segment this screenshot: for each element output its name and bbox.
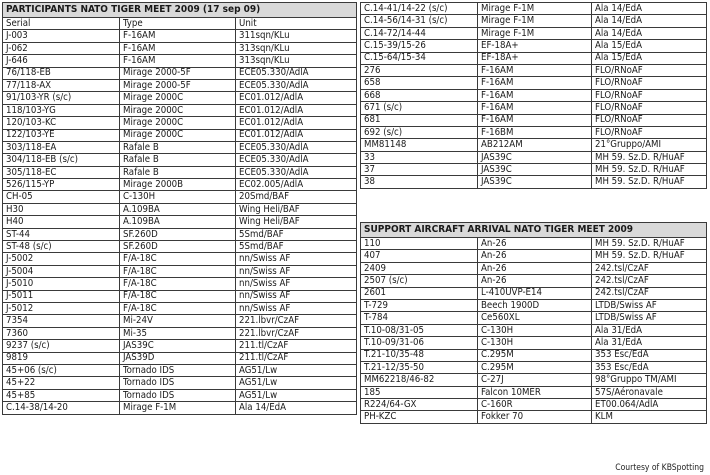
unit-cell: nn/Swiss AF [236, 302, 357, 314]
unit-cell: Wing Heli/BAF [236, 216, 357, 228]
serial-cell: 7354 [3, 315, 120, 327]
serial-cell: 304/118-EB (s/c) [3, 154, 120, 166]
unit-cell: LTDB/Swiss AF [592, 299, 707, 311]
unit-cell: AG51/Lw [236, 389, 357, 401]
serial-cell: T.10-09/31-06 [361, 337, 478, 349]
unit-cell: 21°Gruppo/AMI [592, 139, 707, 151]
serial-cell: MM62218/46-82 [361, 374, 478, 386]
unit-cell: ECE05.330/AdlA [236, 79, 357, 91]
serial-cell: J-5004 [3, 265, 120, 277]
serial-cell: 45+22 [3, 377, 120, 389]
table-row [3, 42, 357, 54]
serial-cell: 91/103-YR (s/c) [3, 92, 120, 104]
unit-cell: 242.tsl/CzAF [592, 287, 707, 299]
serial-cell: J-5011 [3, 290, 120, 302]
serial-cell: ST-48 (s/c) [3, 241, 120, 253]
serial-cell: C.14-38/14-20 [3, 402, 120, 414]
type-cell: SF.260D [120, 241, 236, 253]
table-row [361, 374, 707, 386]
participants-header-row [3, 18, 357, 30]
unit-cell: LTDB/Swiss AF [592, 312, 707, 324]
type-cell: JAS39C [120, 340, 236, 352]
type-cell: Tornado IDS [120, 389, 236, 401]
table-row [361, 102, 707, 114]
type-cell: F-16BM [478, 126, 592, 138]
table-row [361, 52, 707, 64]
unit-cell: MH 59. Sz.D. R/HuAF [592, 238, 707, 250]
unit-cell: FLO/RNoAF [592, 89, 707, 101]
serial-cell: 303/118-EA [3, 141, 120, 153]
unit-cell: 20Smd/BAF [236, 191, 357, 203]
unit-cell: Ala 14/EdA [592, 15, 707, 27]
unit-cell: EC01.012/AdlA [236, 129, 357, 141]
type-cell: Mirage 2000C [120, 92, 236, 104]
type-cell: AB212AM [478, 139, 592, 151]
table-row [361, 40, 707, 52]
unit-cell: FLO/RNoAF [592, 102, 707, 114]
table-row [3, 129, 357, 141]
serial-cell: 276 [361, 64, 478, 76]
table-row [361, 361, 707, 373]
unit-cell: 311sqn/KLu [236, 30, 357, 42]
serial-cell: T.21-12/35-50 [361, 361, 478, 373]
table-row [361, 250, 707, 262]
serial-cell: 118/103-YG [3, 104, 120, 116]
unit-cell: AG51/Lw [236, 377, 357, 389]
type-cell: Mirage F-1M [478, 3, 592, 15]
unit-cell: 313sqn/KLu [236, 42, 357, 54]
unit-cell: EC01.012/AdlA [236, 104, 357, 116]
type-cell: Tornado IDS [120, 377, 236, 389]
unit-cell: nn/Swiss AF [236, 290, 357, 302]
type-cell: C-130H [120, 191, 236, 203]
type-cell: Rafale B [120, 154, 236, 166]
unit-cell: 313sqn/KLu [236, 55, 357, 67]
type-cell: Falcon 10MER [478, 386, 592, 398]
type-cell: Mirage 2000-5F [120, 79, 236, 91]
serial-cell: 122/103-YE [3, 129, 120, 141]
unit-cell: Ala 31/EdA [592, 337, 707, 349]
type-cell: EF-18A+ [478, 40, 592, 52]
table-row [361, 164, 707, 176]
serial-cell: 692 (s/c) [361, 126, 478, 138]
header-unit: Unit [236, 18, 357, 30]
unit-cell: EC01.012/AdlA [236, 117, 357, 129]
support-title: SUPPORT AIRCRAFT ARRIVAL NATO TIGER MEET 2009 [361, 223, 707, 238]
unit-cell: EC02.005/AdlA [236, 179, 357, 191]
serial-cell: 2601 [361, 287, 478, 299]
support-title-row [361, 223, 707, 238]
serial-cell: J-062 [3, 42, 120, 54]
unit-cell: 242.tsl/CzAF [592, 262, 707, 274]
participants-body [3, 30, 357, 414]
unit-cell: Ala 15/EdA [592, 40, 707, 52]
unit-cell: 353 Esc/EdA [592, 349, 707, 361]
participants-table [2, 2, 357, 415]
participants-continued-table [360, 2, 707, 189]
table-row [3, 179, 357, 191]
serial-cell: 110 [361, 238, 478, 250]
unit-cell: 353 Esc/EdA [592, 361, 707, 373]
type-cell: Mirage 2000C [120, 104, 236, 116]
unit-cell: ECE05.330/AdlA [236, 141, 357, 153]
unit-cell: 211.tl/CzAF [236, 352, 357, 364]
table-row [361, 114, 707, 126]
type-cell: C-130H [478, 337, 592, 349]
type-cell: F/A-18C [120, 290, 236, 302]
type-cell: L-410UVP-E14 [478, 287, 592, 299]
type-cell: F/A-18C [120, 278, 236, 290]
serial-cell: H30 [3, 203, 120, 215]
table-row [3, 389, 357, 401]
type-cell: F-16AM [120, 55, 236, 67]
serial-cell: T.10-08/31-05 [361, 324, 478, 336]
unit-cell: MH 59. Sz.D. R/HuAF [592, 151, 707, 163]
type-cell: Rafale B [120, 141, 236, 153]
unit-cell: 221.lbvr/CzAF [236, 327, 357, 339]
type-cell: C-130H [478, 324, 592, 336]
unit-cell: FLO/RNoAF [592, 114, 707, 126]
type-cell: Mi-24V [120, 315, 236, 327]
serial-cell: 9237 (s/c) [3, 340, 120, 352]
support-table [360, 222, 707, 424]
type-cell: F-16AM [478, 114, 592, 126]
table-row [3, 352, 357, 364]
unit-cell: nn/Swiss AF [236, 253, 357, 265]
serial-cell: 668 [361, 89, 478, 101]
type-cell: Rafale B [120, 166, 236, 178]
serial-cell: PH-KZC [361, 411, 478, 423]
type-cell: F-16AM [478, 89, 592, 101]
serial-cell: T-729 [361, 299, 478, 311]
table-row [361, 15, 707, 27]
table-row [3, 166, 357, 178]
serial-cell: T.21-10/35-48 [361, 349, 478, 361]
table-row [361, 3, 707, 15]
serial-cell: J-5012 [3, 302, 120, 314]
serial-cell: C.15-64/15-34 [361, 52, 478, 64]
serial-cell: 45+85 [3, 389, 120, 401]
type-cell: Tornado IDS [120, 364, 236, 376]
table-row [3, 364, 357, 376]
table-row [3, 203, 357, 215]
table-row [3, 290, 357, 302]
unit-cell: FLO/RNoAF [592, 77, 707, 89]
support-body [361, 238, 707, 424]
table-row [361, 399, 707, 411]
table-row [3, 117, 357, 129]
table-row [3, 265, 357, 277]
serial-cell: 305/118-EC [3, 166, 120, 178]
type-cell: F/A-18C [120, 253, 236, 265]
unit-cell: Wing Heli/BAF [236, 203, 357, 215]
table-row [361, 275, 707, 287]
unit-cell: ECE05.330/AdlA [236, 67, 357, 79]
type-cell: SF.260D [120, 228, 236, 240]
unit-cell: KLM [592, 411, 707, 423]
type-cell: A.109BA [120, 203, 236, 215]
unit-cell: nn/Swiss AF [236, 265, 357, 277]
type-cell: F/A-18C [120, 302, 236, 314]
type-cell: Beech 1900D [478, 299, 592, 311]
type-cell: JAS39C [478, 151, 592, 163]
type-cell: Mirage F-1M [478, 15, 592, 27]
table-row [3, 216, 357, 228]
table-row [3, 55, 357, 67]
serial-cell: R224/64-GX [361, 399, 478, 411]
unit-cell: EC01.012/AdlA [236, 92, 357, 104]
table-row [361, 27, 707, 39]
type-cell: Mirage 2000B [120, 179, 236, 191]
unit-cell: 221.lbvr/CzAF [236, 315, 357, 327]
unit-cell: 57S/Aéronavale [592, 386, 707, 398]
serial-cell: T-784 [361, 312, 478, 324]
serial-cell: 671 (s/c) [361, 102, 478, 114]
table-row [3, 315, 357, 327]
table-row [3, 228, 357, 240]
type-cell: Mirage 2000C [120, 129, 236, 141]
type-cell: F-16AM [120, 30, 236, 42]
unit-cell: MH 59. Sz.D. R/HuAF [592, 164, 707, 176]
serial-cell: J-646 [3, 55, 120, 67]
unit-cell: ET00.064/AdlA [592, 399, 707, 411]
serial-cell: 9819 [3, 352, 120, 364]
serial-cell: MM81148 [361, 139, 478, 151]
type-cell: F-16AM [478, 102, 592, 114]
serial-cell: 185 [361, 386, 478, 398]
serial-cell: H40 [3, 216, 120, 228]
participants-title-row [3, 3, 357, 18]
table-row [361, 411, 707, 423]
table-row [361, 151, 707, 163]
unit-cell: ECE05.330/AdlA [236, 166, 357, 178]
serial-cell: 33 [361, 151, 478, 163]
table-row [3, 327, 357, 339]
table-row [3, 402, 357, 414]
header-serial: Serial [3, 18, 120, 30]
type-cell: F/A-18C [120, 265, 236, 277]
serial-cell: 2507 (s/c) [361, 275, 478, 287]
type-cell: Ce560XL [478, 312, 592, 324]
table-row [3, 67, 357, 79]
table-row [361, 126, 707, 138]
table-row [3, 79, 357, 91]
serial-cell: 2409 [361, 262, 478, 274]
table-row [361, 349, 707, 361]
table-row [3, 30, 357, 42]
type-cell: Mirage F-1M [478, 27, 592, 39]
table-row [3, 191, 357, 203]
table-row [361, 77, 707, 89]
table-row [361, 176, 707, 188]
type-cell: A.109BA [120, 216, 236, 228]
type-cell: JAS39C [478, 176, 592, 188]
type-cell: EF-18A+ [478, 52, 592, 64]
type-cell: C.295M [478, 361, 592, 373]
type-cell: Mirage 2000-5F [120, 67, 236, 79]
type-cell: An-26 [478, 262, 592, 274]
unit-cell: Ala 14/EdA [236, 402, 357, 414]
table-row [3, 241, 357, 253]
table-row [361, 64, 707, 76]
unit-cell: nn/Swiss AF [236, 278, 357, 290]
credit-text: Courtesy of KBSpotting [615, 463, 704, 473]
table-row [3, 253, 357, 265]
serial-cell: 77/118-AX [3, 79, 120, 91]
serial-cell: 38 [361, 176, 478, 188]
unit-cell: MH 59. Sz.D. R/HuAF [592, 176, 707, 188]
participants-title: PARTICIPANTS NATO TIGER MEET 2009 (17 sep 09) [3, 3, 357, 18]
unit-cell: Ala 15/EdA [592, 52, 707, 64]
serial-cell: C.14-72/14-44 [361, 27, 478, 39]
serial-cell: 407 [361, 250, 478, 262]
serial-cell: C.14-41/14-22 (s/c) [361, 3, 478, 15]
unit-cell: Ala 31/EdA [592, 324, 707, 336]
table-row [361, 238, 707, 250]
table-row [361, 299, 707, 311]
table-row [361, 139, 707, 151]
type-cell: Fokker 70 [478, 411, 592, 423]
unit-cell: 98°Gruppo TM/AMI [592, 374, 707, 386]
unit-cell: Ala 14/EdA [592, 27, 707, 39]
unit-cell: ECE05.330/AdlA [236, 154, 357, 166]
unit-cell: AG51/Lw [236, 364, 357, 376]
table-row [361, 312, 707, 324]
table-row [3, 141, 357, 153]
type-cell: Mirage F-1M [120, 402, 236, 414]
type-cell: F-16AM [478, 64, 592, 76]
type-cell: Mirage 2000C [120, 117, 236, 129]
type-cell: An-26 [478, 275, 592, 287]
unit-cell: 5Smd/BAF [236, 241, 357, 253]
type-cell: C-160R [478, 399, 592, 411]
type-cell: C-27J [478, 374, 592, 386]
table-row [3, 377, 357, 389]
table-row [3, 278, 357, 290]
type-cell: JAS39C [478, 164, 592, 176]
table-row [361, 386, 707, 398]
type-cell: C.295M [478, 349, 592, 361]
table-row [361, 287, 707, 299]
table-row [3, 340, 357, 352]
unit-cell: 5Smd/BAF [236, 228, 357, 240]
serial-cell: J-5002 [3, 253, 120, 265]
type-cell: F-16AM [120, 42, 236, 54]
table-row [3, 302, 357, 314]
serial-cell: ST-44 [3, 228, 120, 240]
type-cell: An-26 [478, 238, 592, 250]
serial-cell: 526/115-YP [3, 179, 120, 191]
unit-cell: 242.tsl/CzAF [592, 275, 707, 287]
unit-cell: Ala 14/EdA [592, 3, 707, 15]
serial-cell: C.15-39/15-26 [361, 40, 478, 52]
serial-cell: J-003 [3, 30, 120, 42]
table-row [361, 262, 707, 274]
serial-cell: 681 [361, 114, 478, 126]
serial-cell: 7360 [3, 327, 120, 339]
table-row [361, 89, 707, 101]
serial-cell: 76/118-EB [3, 67, 120, 79]
serial-cell: 37 [361, 164, 478, 176]
table-row [3, 104, 357, 116]
table-row [3, 154, 357, 166]
type-cell: F-16AM [478, 77, 592, 89]
unit-cell: MH 59. Sz.D. R/HuAF [592, 250, 707, 262]
header-type: Type [120, 18, 236, 30]
unit-cell: FLO/RNoAF [592, 126, 707, 138]
unit-cell: 211.tl/CzAF [236, 340, 357, 352]
serial-cell: 658 [361, 77, 478, 89]
participants-continued-body [361, 3, 707, 189]
type-cell: JAS39D [120, 352, 236, 364]
table-row [361, 337, 707, 349]
serial-cell: CH-05 [3, 191, 120, 203]
serial-cell: J-5010 [3, 278, 120, 290]
serial-cell: C.14-56/14-31 (s/c) [361, 15, 478, 27]
unit-cell: FLO/RNoAF [592, 64, 707, 76]
serial-cell: 120/103-KC [3, 117, 120, 129]
type-cell: Mi-35 [120, 327, 236, 339]
type-cell: An-26 [478, 250, 592, 262]
table-row [3, 92, 357, 104]
table-row [361, 324, 707, 336]
serial-cell: 45+06 (s/c) [3, 364, 120, 376]
